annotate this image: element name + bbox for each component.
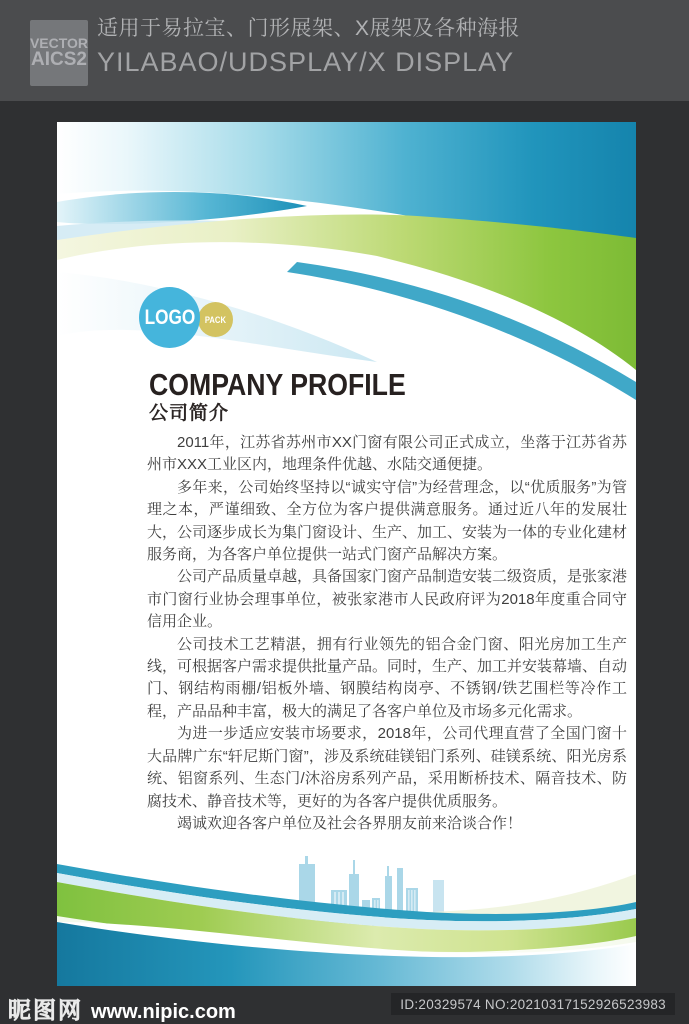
paragraph-3: 公司产品质量卓越，具备国家门窗产品制造安装二级资质，是张家港市门窗行业协会理事单位，被张家港市人民政府评为2018年度重合同守信用企业。	[147, 568, 628, 631]
company-profile-text	[147, 432, 627, 835]
badge-line1: VECTOR	[29, 34, 89, 51]
logo-pack-badge	[198, 302, 233, 337]
site-watermark	[8, 992, 236, 1024]
header-title-cn: 适用于易拉宝、门形展架、X展架及各种海报	[97, 17, 521, 40]
badge-line2: AICS2	[31, 49, 87, 71]
logo-main-badge	[139, 287, 200, 348]
paragraph-5: 为进一步适应安装市场要求，2018年，公司代理直营了全国门窗十大品牌广东“轩尼斯门窗”，涉及系统硅镁铝门系列、硅镁系统、阳光房系统、铝窗系列、生态门/沐浴房系列产品，采用断桥技术、隔音技术、防腐技术、静音技术等，更好的为各客户提供优质服务。	[147, 725, 627, 810]
header-title-en: YILABAO/UDSPLAY/X DISPLAY	[97, 47, 515, 77]
poster-title-en: COMPANY PROFILE	[149, 367, 406, 402]
poster-canvas	[57, 122, 636, 986]
image-id-label: ID:20329574 NO:20210317152926523983	[391, 993, 675, 1015]
site-url: www.nipic.com	[91, 1001, 236, 1023]
site-logo: 昵图网	[8, 997, 83, 1023]
header-bar	[0, 0, 689, 101]
header-titles	[97, 13, 520, 79]
bottom-wave-decoration	[57, 816, 636, 986]
poster-title-cn: 公司简介	[149, 403, 230, 424]
logo-pack-text: PACK	[204, 314, 227, 325]
logo	[139, 287, 299, 351]
paragraph-4: 公司技术工艺精湛，拥有行业领先的铝合金门窗、阳光房加工生产线，可根据客户需求提供批量产品。同时，生产、加工并安装幕墙、自动门、钢结构雨棚/铝板外墙、钢膜结构岗亭、不锈钢/铁艺围栏等冷作工程，产品品种丰富，极大的满足了各客户单位及市场多元化需求。	[147, 635, 628, 720]
paragraph-6: 竭诚欢迎各客户单位及社会各界朋友前来洽谈合作！	[177, 814, 523, 832]
paragraph-2: 多年来，公司始终坚持以“诚实守信”为经营理念，以“优质服务”为管理之本，严谨细致、全方位为客户提供满意服务。通过近八年的发展壮大，公司逐步成长为集门窗设计、生产、加工、安装为一体的专业化建材服务商，为各客户单位提供一站式门窗产品解决方案。	[147, 478, 628, 564]
paragraph-1: 2011年，江苏省苏州市XX门窗有限公司正式成立，坐落于江苏省苏州市XXX工业区内，地理条件优越、水陆交通便捷。	[147, 434, 627, 474]
logo-main-text: LOGO	[144, 305, 195, 329]
watermark-footer	[0, 986, 689, 1024]
vector-format-badge	[30, 20, 88, 86]
